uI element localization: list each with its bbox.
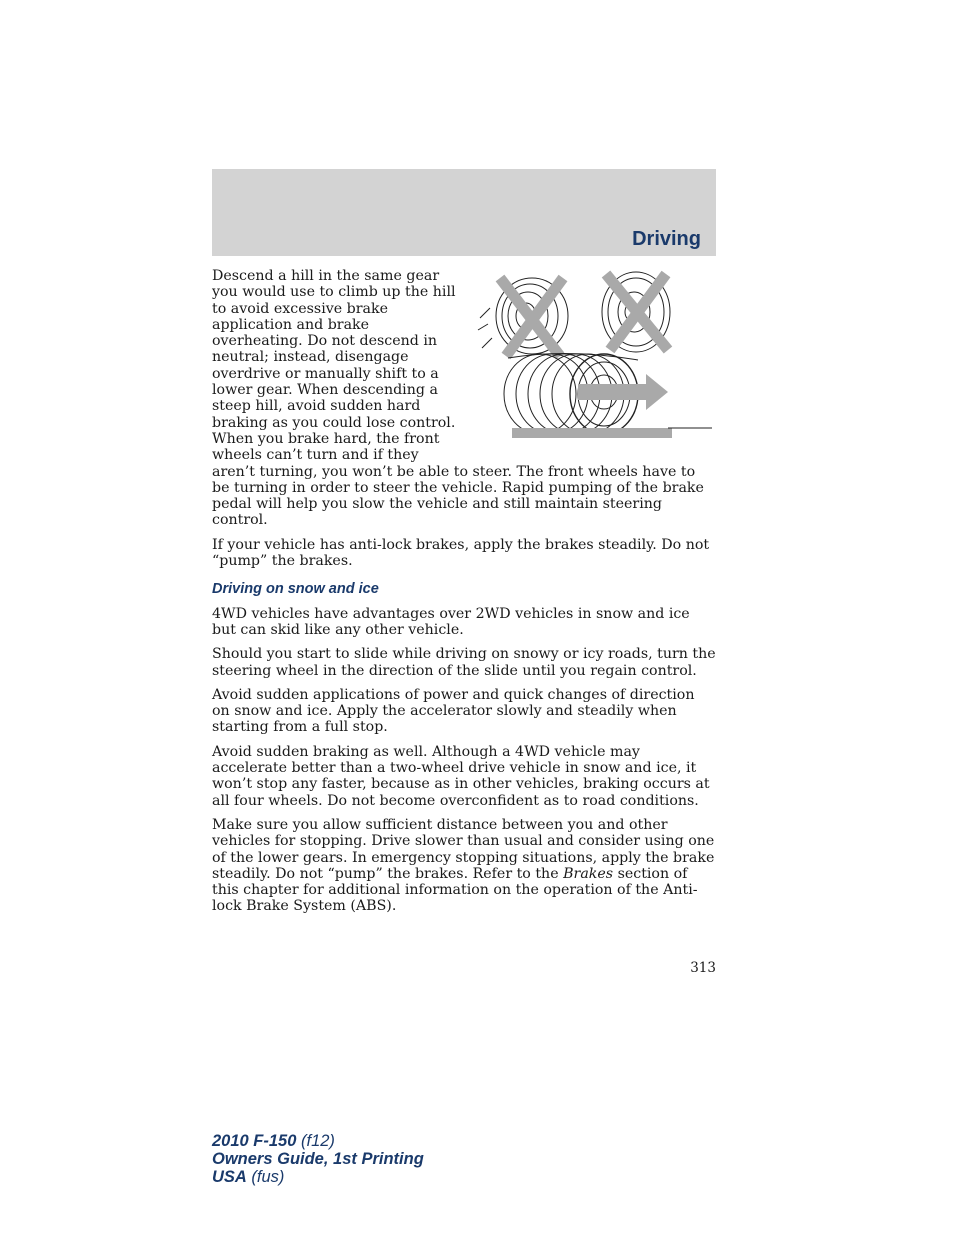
section-title: Driving [632, 228, 701, 250]
subsection-heading: Driving on snow and ice [212, 581, 379, 598]
abs-paragraph: If your vehicle has anti-lock brakes, apply the brakes steadily. Do not “pump” the brakes. [212, 536, 710, 570]
paragraph: Should you start to slide while driving on snowy or icy roads, turn the steering wheel in the direction of the slide until you regain control. [212, 646, 716, 679]
paragraph-text: section of this chapter for additional information on the operation of the Anti-lock Brake System (ABS). [212, 865, 698, 915]
x-mark-right-icon [606, 274, 668, 350]
document-footer [212, 1132, 424, 1186]
section-header-band [212, 169, 716, 256]
page-number: 313 [690, 960, 716, 976]
paragraph: Avoid sudden braking as well. Although a 4WD vehicle may accelerate better than a two-wheel drive vehicle in snow and ice, it won’t stop any faster, because as in other vehicles, braking occurs at all four wheels. Do not become overconfident as to road conditions. [212, 743, 710, 809]
footer-line-guide: Owners Guide, 1st Printing [212, 1150, 424, 1168]
paragraph: 4WD vehicles have advantages over 2WD vehicles in snow and ice but can skid like any other vehicle. [212, 605, 690, 638]
x-mark-left-icon [500, 278, 563, 356]
footer-line-market [212, 1168, 424, 1186]
brakes-reference: Brakes [563, 865, 614, 882]
wheel-braking-illustration [468, 268, 716, 460]
ground-line [512, 428, 712, 438]
wheel-braking-illustration-svg [468, 268, 716, 460]
footer-model-code: (f12) [296, 1132, 335, 1150]
footer-line-model [212, 1132, 424, 1150]
paragraph: Avoid sudden applications of power and quick changes of direction on snow and ice. Apply the accelerator slowly and steadily when starting from a full stop. [212, 686, 695, 736]
footer-market-code: (fus) [246, 1168, 285, 1186]
intro-paragraph: Descend a hill in the same gear you would use to climb up the hill to avoid excessive brake application and brake overheating. Do not descend in neutral; instead, disengage overdrive or manually shift to a lower gear. When descending a steep hill, avoid sudden hard braking as you could lose control. When you brake hard, the front wheels can’t turn and if they aren’t turning, you won’t be able to steer. The front wheels have to be turning in order to steer the vehicle. Rapid pumping of the brake pedal will help you slow the vehicle and still maintain steering control. [212, 268, 704, 529]
footer-model: 2010 F-150 [212, 1132, 297, 1150]
paragraph-text: Make sure you allow sufficient distance between you and other vehicles for stopping. Drive slower than usual and consider using one of the lower gears. In emergency stopping situations, apply the brake steadily. Do not “pump” the brakes. Refer to the [212, 816, 715, 882]
footer-market: USA [212, 1168, 247, 1186]
page-content [212, 268, 716, 923]
paragraph-stopping-distance [212, 817, 716, 915]
